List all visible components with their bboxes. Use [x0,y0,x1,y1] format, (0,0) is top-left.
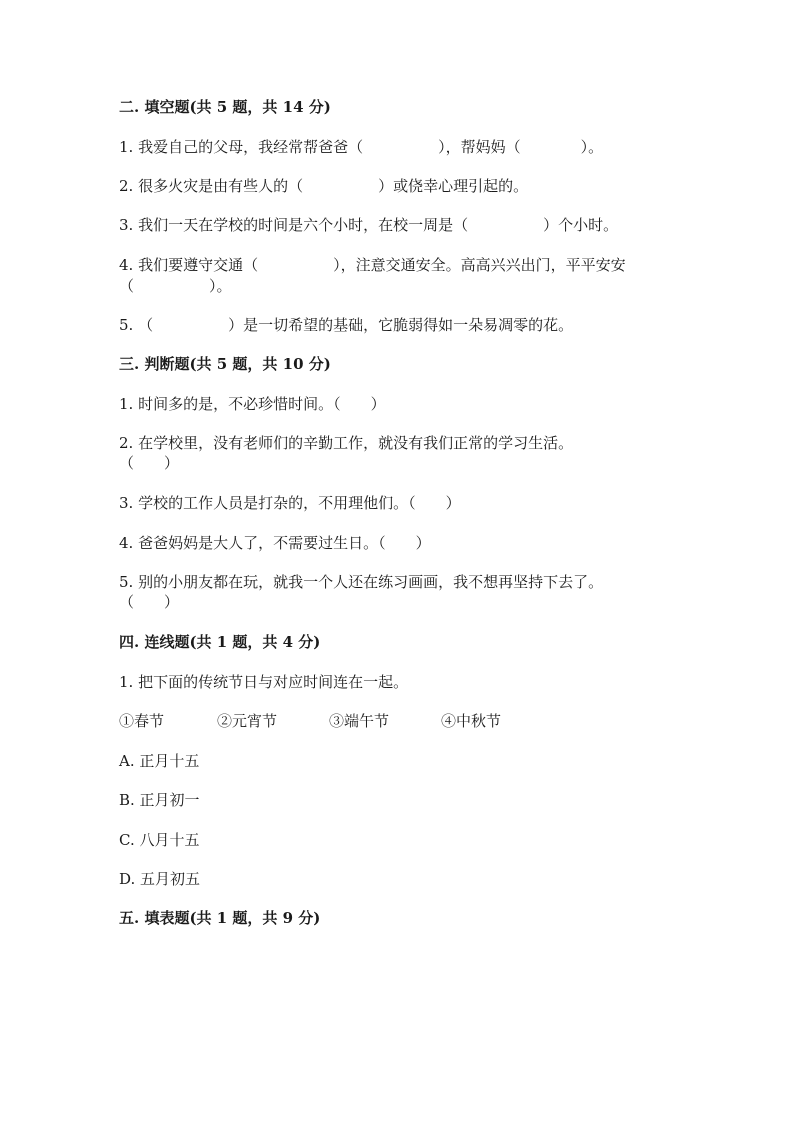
date-option-a: A. 正月十五 [119,752,200,770]
matching-question-1: 1. 把下面的传统节日与对应时间连在一起。 [119,673,409,691]
true-false-question-4: 4. 爸爸妈妈是大人了，不需要过生日。（ ） [119,534,431,552]
fill-blank-question-2: 2. 很多火灾是由有些人的（ ）或侥幸心理引起的。 [119,177,529,195]
festival-option: ③端午节 [329,712,390,730]
festival-option: ④中秋节 [441,712,502,730]
festival-option: ①春节 [119,712,165,730]
section-heading-fill-table: 五. 填表题(共 1 题，共 9 分) [119,909,321,927]
fill-blank-question-3: 3. 我们一天在学校的时间是六个小时，在校一周是（ ）个小时。 [119,216,619,234]
festival-option: ②元宵节 [217,712,278,730]
true-false-question-5-line-2: （ ） [119,593,180,611]
true-false-question-2-line-2: （ ） [119,454,180,472]
section-heading-true-false: 三. 判断题(共 5 题，共 10 分) [119,355,331,373]
true-false-question-5-line-1: 5. 别的小朋友都在玩，就我一个人还在练习画画，我不想再坚持下去了。 [119,573,604,591]
true-false-question-3: 3. 学校的工作人员是打杂的，不用理他们。（ ） [119,494,461,512]
true-false-question-2-line-1: 2. 在学校里，没有老师们的辛勤工作，就没有我们正常的学习生活。 [119,434,574,452]
true-false-question-1: 1. 时间多的是，不必珍惜时间。（ ） [119,395,386,413]
section-heading-matching: 四. 连线题(共 1 题，共 4 分) [119,633,321,651]
date-option-b: B. 正月初一 [119,791,200,809]
fill-blank-question-5: 5. （ ）是一切希望的基础，它脆弱得如一朵易凋零的花。 [119,316,574,334]
fill-blank-question-4-line-1: 4. 我们要遵守交通（ ），注意交通安全。高高兴兴出门，平平安安 [119,256,626,274]
fill-blank-question-1: 1. 我爱自己的父母，我经常帮爸爸（ ），帮妈妈（ ）。 [119,138,604,156]
date-option-c: C. 八月十五 [119,831,200,849]
section-heading-fill-blank: 二. 填空题(共 5 题，共 14 分) [119,98,331,116]
date-option-d: D. 五月初五 [119,870,201,888]
fill-blank-question-4-line-2: （ ）。 [119,277,232,295]
festival-options-row [119,711,734,731]
